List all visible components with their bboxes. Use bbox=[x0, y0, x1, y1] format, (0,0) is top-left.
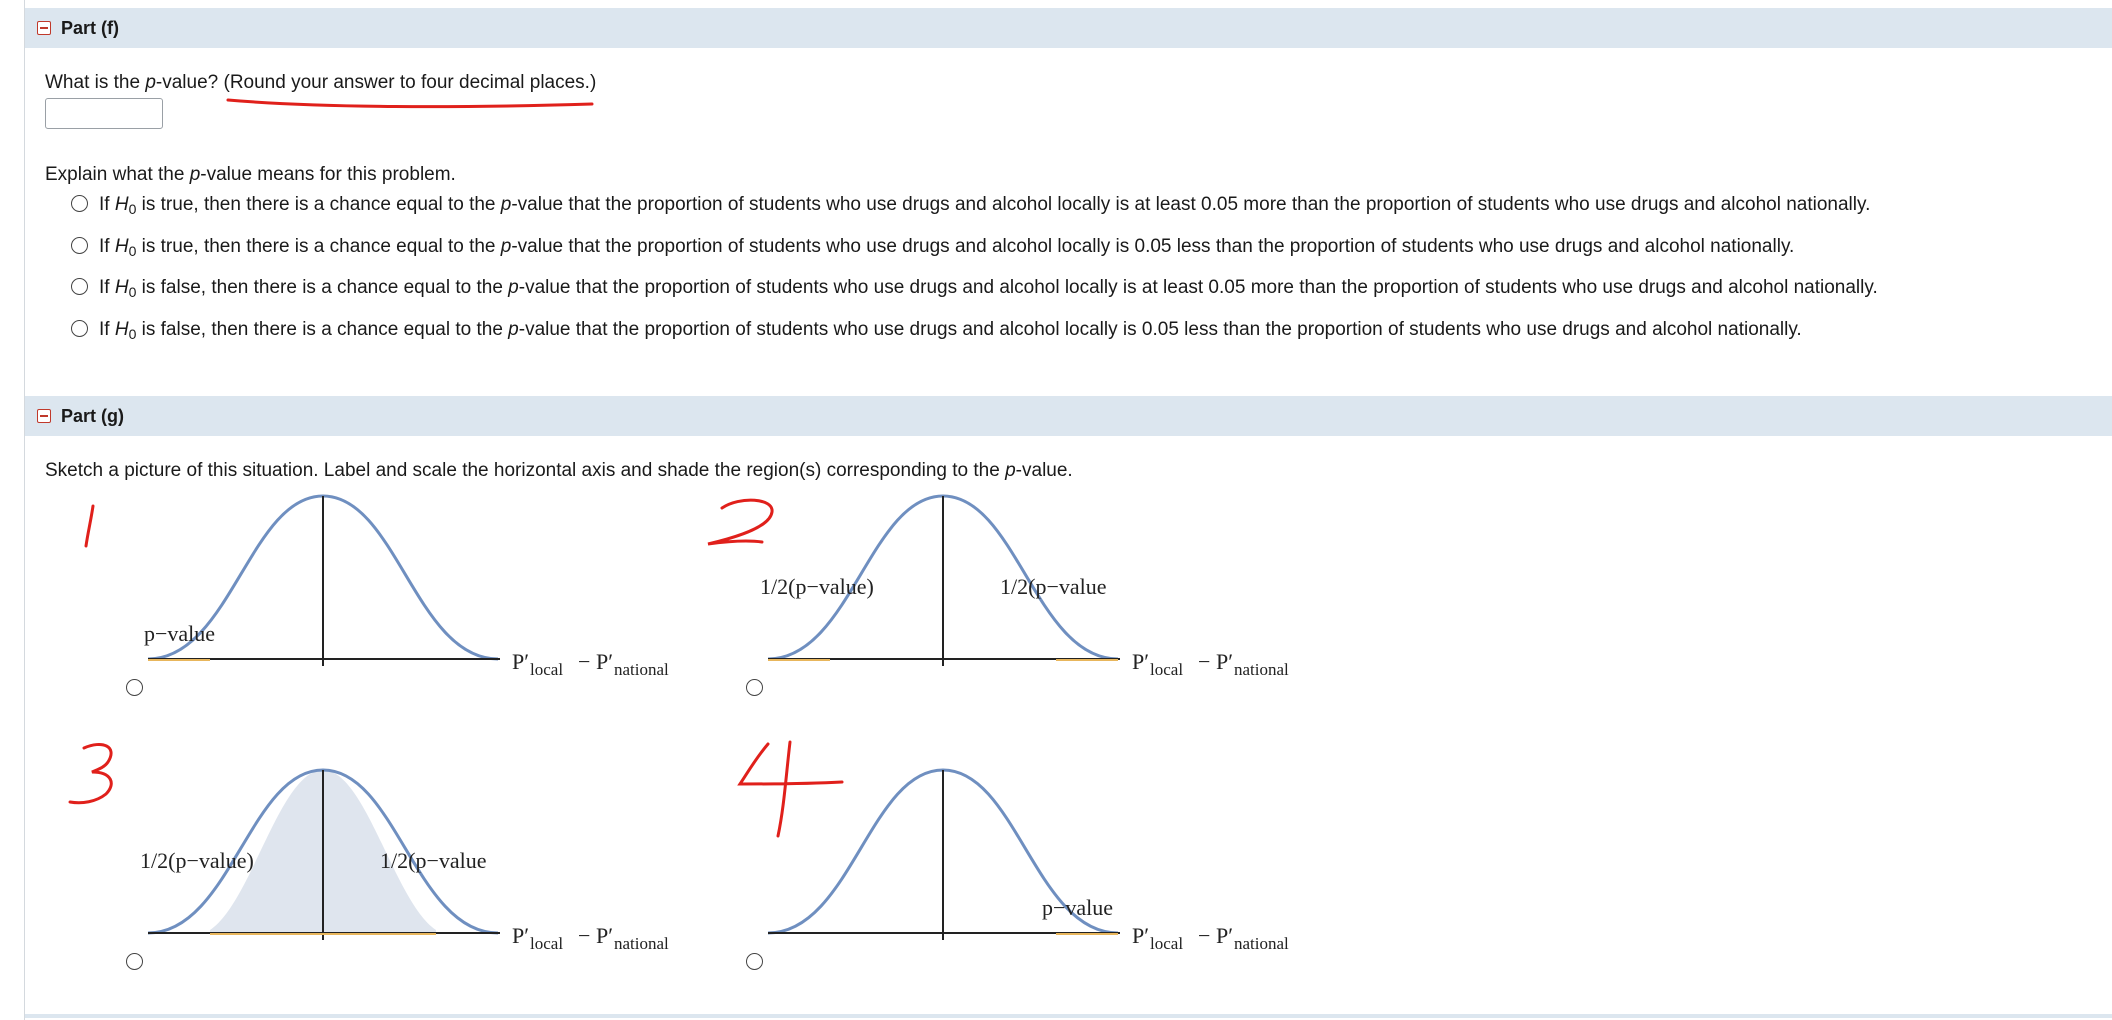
graph-2-radio[interactable] bbox=[746, 679, 763, 696]
svg-text:−: − bbox=[1198, 649, 1211, 674]
svg-text:local: local bbox=[530, 934, 564, 953]
graph-1[interactable] bbox=[140, 488, 700, 688]
svg-text:−: − bbox=[578, 923, 591, 948]
graph-4-radio[interactable] bbox=[746, 953, 763, 970]
svg-text:P′: P′ bbox=[1216, 923, 1234, 948]
pvalue-label: p−value bbox=[1042, 895, 1114, 920]
section-bottom-border bbox=[25, 1014, 2112, 1018]
svg-text:local: local bbox=[530, 660, 564, 679]
graph-2[interactable] bbox=[760, 488, 1320, 688]
option-2-label[interactable]: If $H_0$ is true, then there is a chance equal to the p-value that the proportion of students who use drugs and alcohol locally is 0.05 less than the proportion of students who use drugs and alcohol nationally. bbox=[99, 236, 1795, 259]
option-1-radio[interactable] bbox=[71, 195, 88, 212]
left-border bbox=[24, 0, 25, 1020]
svg-text:P′: P′ bbox=[1216, 649, 1234, 674]
pvalue-answer-input[interactable] bbox=[45, 98, 163, 129]
svg-text:national: national bbox=[1234, 660, 1289, 679]
svg-text:P′: P′ bbox=[596, 923, 614, 948]
svg-text:local: local bbox=[1150, 934, 1184, 953]
graph-3[interactable] bbox=[140, 762, 700, 962]
option-3-radio[interactable] bbox=[71, 278, 88, 295]
sketch-prompt: Sketch a picture of this situation. Label and scale the horizontal axis and shade the region(s) corresponding to the p-value. bbox=[45, 460, 1073, 481]
red-underline bbox=[228, 100, 592, 107]
part-f-title: Part (f) bbox=[61, 17, 119, 38]
collapse-icon[interactable] bbox=[37, 409, 51, 423]
svg-text:national: national bbox=[614, 934, 669, 953]
svg-text:P′: P′ bbox=[512, 649, 530, 674]
option-4-label[interactable]: If $H_0$ is false, then there is a chance equal to the p-value that the proportion of students who use drugs and alcohol locally is 0.05 less than the proportion of students who use drugs and alcohol nationally. bbox=[99, 319, 1802, 342]
part-g-title: Part (g) bbox=[61, 405, 124, 426]
handwritten-1 bbox=[86, 506, 93, 546]
axis-label bbox=[512, 923, 669, 953]
explain-question: Explain what the p-value means for this problem. bbox=[45, 164, 456, 185]
svg-text:P′: P′ bbox=[1132, 923, 1150, 948]
svg-text:−: − bbox=[578, 649, 591, 674]
pvalue-question: What is the p-value? (Round your answer to four decimal places.) bbox=[45, 72, 597, 93]
graph-1-radio[interactable] bbox=[126, 679, 143, 696]
svg-text:P′: P′ bbox=[1132, 649, 1150, 674]
graph-3-radio[interactable] bbox=[126, 953, 143, 970]
option-4-radio[interactable] bbox=[71, 320, 88, 337]
axis-label bbox=[1132, 923, 1289, 953]
part-f-header[interactable] bbox=[25, 8, 2112, 48]
graph-4[interactable] bbox=[760, 762, 1320, 962]
right-half-pvalue-label: 1/2(p−value bbox=[380, 848, 487, 873]
part-g-header[interactable] bbox=[25, 396, 2112, 436]
svg-text:P′: P′ bbox=[512, 923, 530, 948]
svg-text:−: − bbox=[1198, 923, 1211, 948]
svg-text:national: national bbox=[1234, 934, 1289, 953]
axis-label bbox=[512, 649, 669, 679]
svg-text:local: local bbox=[1150, 660, 1184, 679]
svg-text:national: national bbox=[614, 660, 669, 679]
collapse-icon[interactable] bbox=[37, 21, 51, 35]
svg-text:P′: P′ bbox=[596, 649, 614, 674]
option-1-label[interactable]: If $H_0$ is true, then there is a chance equal to the p-value that the proportion of students who use drugs and alcohol locally is at least 0.05 more than the proportion of students who use drugs and alcohol nationally. bbox=[99, 194, 1871, 217]
right-half-pvalue-label: 1/2(p−value bbox=[1000, 574, 1107, 599]
axis-label bbox=[1132, 649, 1289, 679]
pvalue-label: p−value bbox=[144, 621, 216, 646]
option-3-label[interactable]: If $H_0$ is false, then there is a chance equal to the p-value that the proportion of students who use drugs and alcohol locally is at least 0.05 more than the proportion of students who use drugs and alcohol nationally. bbox=[99, 277, 1878, 300]
handwritten-3 bbox=[70, 744, 111, 802]
left-half-pvalue-label: 1/2(p−value) bbox=[140, 848, 254, 873]
option-2-radio[interactable] bbox=[71, 237, 88, 254]
left-half-pvalue-label: 1/2(p−value) bbox=[760, 574, 874, 599]
